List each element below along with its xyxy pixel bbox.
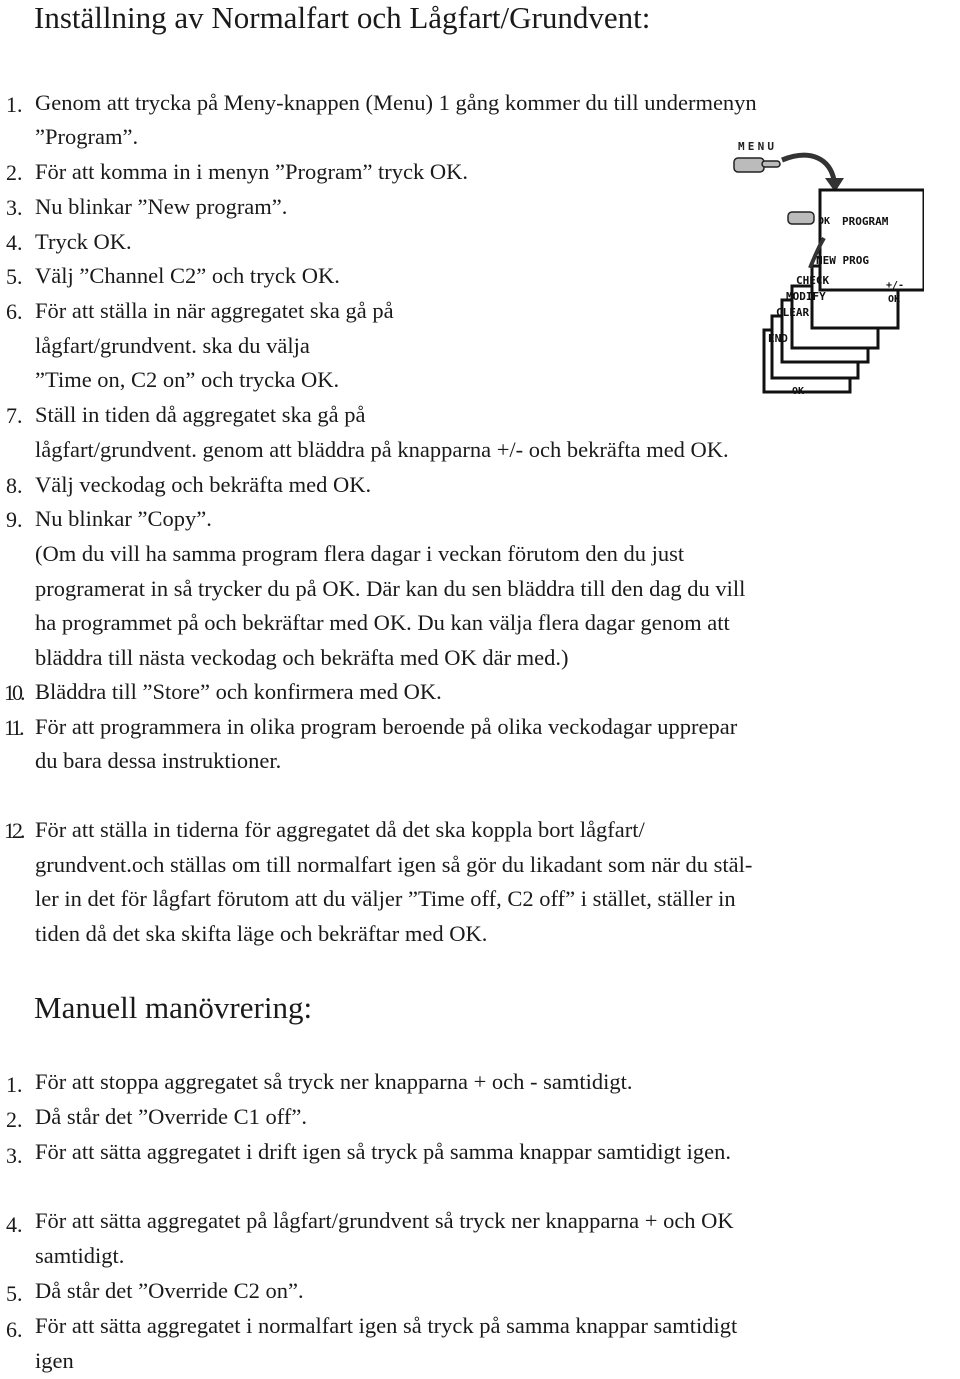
pointing-hand-icon <box>788 212 814 224</box>
item-line: lågfart/grundvent. genom att bläddra på knapparna +/- och bekräfta med OK. <box>35 437 729 462</box>
item-line: programerat in så trycker du på OK. Där kan du sen bläddra till den dag du vill <box>35 576 746 601</box>
item-number: 3. <box>6 1143 23 1168</box>
item-line: För att programmera in olika program beroende på olika veckodagar upprepar <box>35 714 738 739</box>
item-line: samtidigt. <box>35 1243 125 1268</box>
item-line: Välj veckodag och bekräfta med OK. <box>35 472 372 497</box>
menu-label: MENU <box>738 140 774 153</box>
item-line: Då står det ”Override C2 on”. <box>35 1278 304 1303</box>
item-number: 5. <box>6 264 23 289</box>
item-line: ”Time on, C2 on” och trycka OK. <box>35 367 340 392</box>
item-line: Ställ in tiden då aggregatet ska gå på <box>35 402 366 427</box>
item-number: 11. <box>4 715 22 740</box>
item-line: Då står det ”Override C1 off”. <box>35 1104 307 1129</box>
item-line: igen <box>35 1348 74 1373</box>
item-line: Genom att trycka på Meny-knappen (Menu) 1 gång kommer du till undermenyn <box>35 90 757 115</box>
item-number: 3. <box>6 195 23 220</box>
item-number: 1. <box>6 1072 23 1097</box>
screen-label-clear: CLEAR <box>776 306 810 319</box>
item-line: ler in det för lågfart förutom att du väljer ”Time off, C2 off” i stället, ställer in <box>35 886 736 911</box>
item-line: grundvent.och ställas om till normalfart igen så gör du likadant som när du stäl- <box>35 852 753 877</box>
screen-label-end: END <box>768 332 788 345</box>
section-title-manual: Manuell manövrering: <box>34 990 313 1025</box>
item-line: (Om du vill ha samma program flera dagar i veckan förutom den du just <box>35 541 685 566</box>
menu-navigation-illustration <box>712 130 924 402</box>
item-line: Tryck OK. <box>35 229 132 254</box>
item-number: 9. <box>6 507 23 532</box>
item-line: Nu blinkar ”New program”. <box>35 194 288 219</box>
item-line: lågfart/grundvent. ska du välja <box>35 333 310 358</box>
screen-label-new-prog: NEW PROG <box>816 254 869 267</box>
plusminus-label: +/- <box>886 280 905 291</box>
item-line: bläddra till nästa veckodag och bekräfta med OK där med.) <box>35 645 569 670</box>
item-number: 6. <box>6 1317 23 1342</box>
item-line: ”Program”. <box>35 124 139 149</box>
item-number: 12. <box>4 818 23 843</box>
ok-bottom-label: OK <box>792 386 805 397</box>
curved-arrow-icon <box>782 155 844 192</box>
item-number: 5. <box>6 1281 23 1306</box>
item-number: 1. <box>6 92 23 117</box>
item-number: 8. <box>6 473 23 498</box>
item-line: För att stoppa aggregatet så tryck ner knapparna + och - samtidigt. <box>35 1069 633 1094</box>
item-line: du bara dessa instruktioner. <box>35 748 282 773</box>
ok-label: OK <box>818 216 831 227</box>
item-number: 10. <box>4 680 23 705</box>
screen-label-check: CHECK <box>796 274 830 287</box>
screen-label-program: PROGRAM <box>842 215 889 228</box>
item-number: 4. <box>6 1212 23 1237</box>
item-number: 2. <box>6 1107 23 1132</box>
item-line: För att sätta aggregatet i drift igen så tryck på samma knappar samtidigt igen. <box>35 1139 732 1164</box>
item-line: ha programmet på och bekräftar med OK. Du kan välja flera dagar genom att <box>35 610 730 635</box>
item-line: Välj ”Channel C2” och tryck OK. <box>35 263 340 288</box>
item-line: För att komma in i menyn ”Program” tryck OK. <box>35 159 469 184</box>
section-title-settings: Inställning av Normalfart och Lågfart/Grundvent: <box>34 0 651 35</box>
item-line: För att ställa in när aggregatet ska gå på <box>35 298 394 323</box>
item-number: 2. <box>6 160 23 185</box>
screen-label-modify: MODIFY <box>786 290 826 303</box>
item-line: tiden då det ska skifta läge och bekräftar med OK. <box>35 921 488 946</box>
item-line: Bläddra till ”Store” och konfirmera med OK. <box>35 679 442 704</box>
item-number: 4. <box>6 230 23 255</box>
item-line: För att ställa in tiderna för aggregatet då det ska koppla bort lågfart/ <box>35 817 645 842</box>
ok-side-label: OK <box>888 294 901 305</box>
pointing-hand-icon <box>734 158 780 172</box>
item-line: För att sätta aggregatet på lågfart/grundvent så tryck ner knapparna + och OK <box>35 1208 734 1233</box>
item-line: Nu blinkar ”Copy”. <box>35 506 212 531</box>
item-number: 6. <box>6 299 23 324</box>
item-number: 7. <box>6 403 23 428</box>
item-line: För att sätta aggregatet i normalfart igen så tryck på samma knappar samtidigt <box>35 1313 738 1338</box>
